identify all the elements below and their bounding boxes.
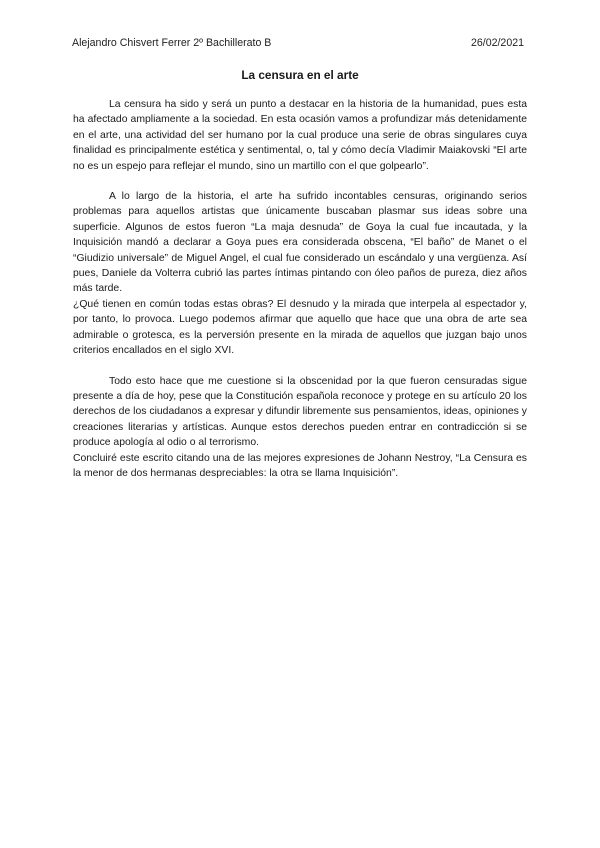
paragraph-intro: La censura ha sido y será un punto a destacar en la historia de la humanidad, pues esta ha afectado ampliamente a la sociedad. En esta ocasión vamos a profundizar más detenidamente en el arte, una actividad del ser humano por la cual produce una serie de obras singulares cuya finalidad es principalmente estética y sentimental, o, tal y cómo decía Vladimir Maiakovski “El arte no es un espejo para reflejar el mundo, sino un martillo con el que golpearlo”.	[73, 99, 527, 172]
paragraph-question: ¿Qué tienen en común todas estas obras? El desnudo y la mirada que interpela al espectador y, por tanto, lo provoca. Luego podemos afirmar que aquello que hace que una obra de arte sea admirable o grotesca, es la perversión presente en la mirada de aquellos que juzgan bajo unos criterios encallados en el siglo XVI.	[73, 298, 527, 357]
date-label: 26/02/2021	[470, 37, 524, 49]
author-line: Alejandro Chisvert Ferrer 2º Bachillerato B	[72, 37, 272, 49]
document-title: La censura en el arte	[241, 68, 359, 82]
paragraph-constitution: Todo esto hace que me cuestione si la obscenidad por la que fueron censuradas sigue presente a día de hoy, pese que la Constitución española reconoce y protege en su artículo 20 los derechos de los ciudadanos a expresar y difundir libremente sus pensamientos, ideas, opiniones y creaciones literarias y artísticas. Aunque estos derechos pueden entrar en contradicción si se produce apología al odio o al terrorismo.	[73, 375, 527, 449]
document-body	[73, 97, 527, 481]
paragraph-history: A lo largo de la historia, el arte ha sufrido incontables censuras, originando serios problemas para aquellos artistas que únicamente buscaban plasmar sus ideas sobre una superficie. Algunos de estos fueron “La maja desnuda” de Goya la cual fue incautada, y la Inquisición mandó a declarar a Goya pues era considerada obscena, “El baño” de Manet o el “Giudizio universale” de Miguel Angel, el cual fue considerado un escándalo y una vergüenza. Así pues, Daniele da Volterra cubrió las partes íntimas pintando con óleo paños de pureza, diez años más tarde.	[73, 191, 527, 295]
paragraph-conclusion: Concluiré este escrito citando una de las mejores expresiones de Johann Nestroy, “La Censura es la menor de dos hermanas despreciables: la otra se llama Inquisición”.	[73, 452, 527, 479]
page-header	[72, 37, 524, 50]
